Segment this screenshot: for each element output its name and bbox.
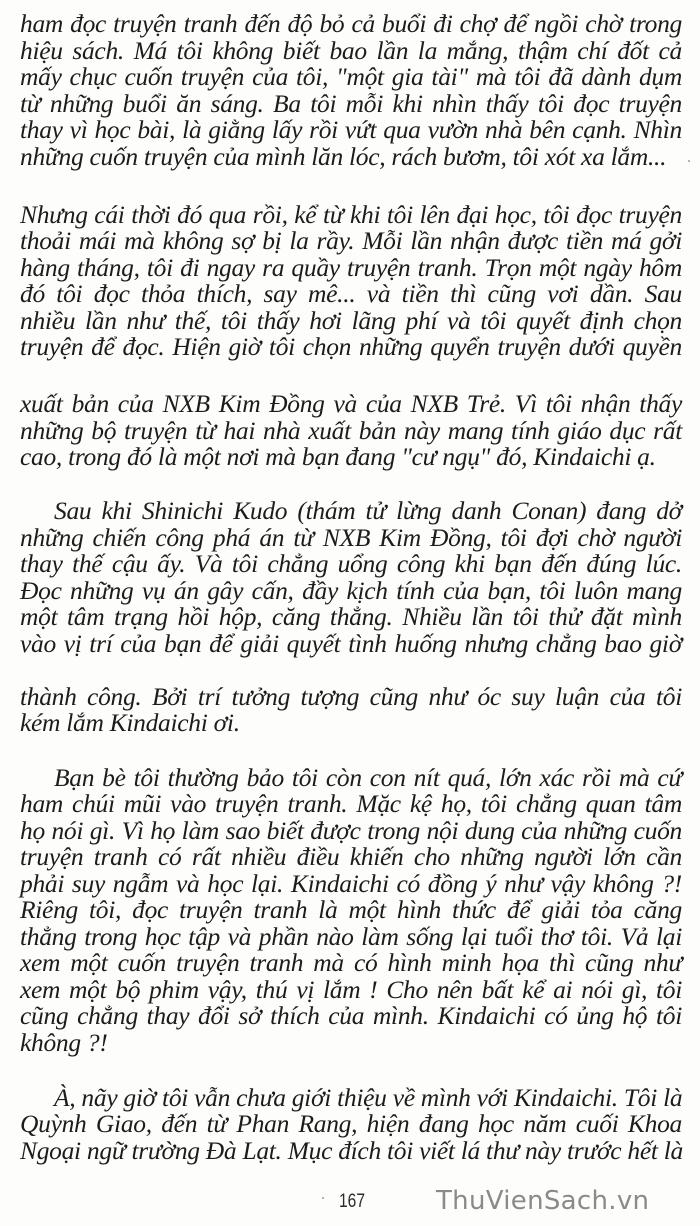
text-line: họ nói gì. Vì họ làm sao biết được trong nội dung của những cuốn (20, 816, 682, 845)
text-line: những cuốn truyện của mình lăn lóc, rách bươm, tôi xót xa lắm... (20, 142, 667, 171)
text-line: vào vị trí của bạn để giải quyết tình huống nhưng chẳng bao giờ (20, 629, 682, 658)
scan-speck (688, 160, 690, 162)
text-line: hàng tháng, tôi đi ngay ra quầy truyện tranh. Trọn một ngày hôm (20, 253, 682, 282)
text-line: xem một cuốn truyện tranh mà có hình minh họa thì cũng như (20, 948, 682, 977)
text-line: kém lắm Kindaichi ơi. (20, 708, 240, 737)
text-line: Bạn bè tôi thường bảo tôi còn con nít quá, lớn xác rồi mà cứ (54, 763, 682, 792)
text-line: nhiều lần như thế, tôi thấy hơi lãng phí và tôi quyết định chọn (20, 306, 682, 335)
text-line: Ngoại ngữ trường Đà Lạt. Mục đích tôi viết lá thư này trước hết là (20, 1136, 683, 1165)
text-line: hiệu sách. Má tôi không biết bao lần la mắng, thậm chí đốt cả (20, 36, 682, 65)
scan-speck (322, 1197, 324, 1199)
text-line: cao, trong đó là một nơi mà bạn đang "cư ngụ" đó, Kindaichi ạ. (20, 442, 656, 471)
text-line: truyện để đọc. Hiện giờ tôi chọn những quyển truyện dưới quyền (20, 332, 682, 361)
text-line: thay thế cậu ấy. Và tôi chẳng uổng công khi bạn đến đúng lúc. (20, 549, 682, 578)
text-line: một tâm trạng hồi hộp, căng thẳng. Nhiều lần tôi thử đặt mình (20, 602, 682, 631)
text-line: ham đọc truyện tranh đến độ bỏ cả buổi đi chợ để ngồi chờ trong (20, 9, 682, 38)
text-line: thoải mái mà không sợ bị la rầy. Mỗi lần nhận được tiền má gởi (20, 226, 682, 255)
text-line: Quỳnh Giao, đến từ Phan Rang, hiện đang học năm cuối Khoa (20, 1109, 682, 1138)
text-line: thay vì học bài, là giằng lấy rồi vứt qua vườn nhà bên cạnh. Nhìn (20, 115, 682, 144)
text-line: từ những buổi ăn sáng. Ba tôi mỗi khi nhìn thấy tôi đọc truyện (20, 89, 682, 118)
text-line: mấy chục cuốn truyện của tôi, "một gia tài" mà tôi đã dành dụm (20, 62, 682, 91)
text-line: Riêng tôi, đọc truyện tranh là một hình thức để giải tỏa căng (20, 895, 682, 924)
text-line: phải suy ngẫm và học lại. Kindaichi có đồng ý như vậy không ?! (20, 869, 682, 898)
text-line: xem một bộ phim vậy, thú vị lắm ! Cho nên bất kể ai nói gì, tôi (20, 975, 682, 1004)
text-line: không ?! (20, 1028, 108, 1057)
text-line: truyện tranh có rất nhiều điều khiến cho những người lớn cần (20, 842, 682, 871)
text-line: thẳng trong học tập và phần nào làm sống lại tuổi thơ tôi. Vả lại (20, 922, 682, 951)
text-line: thành công. Bởi trí tưởng tượng cũng như óc suy luận của tôi (20, 682, 682, 711)
text-line: cũng chẳng thay đổi sở thích của mình. Kindaichi có ủng hộ tôi (20, 1001, 682, 1030)
text-line: những bộ truyện từ hai nhà xuất bản này mang tính giáo dục rất (20, 416, 682, 445)
text-line: ham chúi mũi vào truyện tranh. Mặc kệ họ, tôi chẳng quan tâm (20, 789, 682, 818)
text-line: Sau khi Shinichi Kudo (thám tử lừng danh Conan) đang dở (54, 496, 682, 525)
text-line: Đọc những vụ án gây cấn, đầy kịch tính của bạn, tôi luôn mang (20, 576, 682, 605)
text-line: xuất bản của NXB Kim Đồng và của NXB Trẻ. Vì tôi nhận thấy (20, 389, 682, 418)
watermark-logo: ThuVienSach.vn (436, 1186, 650, 1216)
text-line: Nhưng cái thời đó qua rồi, kể từ khi tôi lên đại học, tôi đọc truyện (20, 200, 682, 229)
page-number: 167 (338, 1191, 365, 1212)
text-line: đó tôi đọc thỏa thích, say mê... và tiền thì cũng vơi dần. Sau (20, 279, 682, 308)
text-line: À, nãy giờ tôi vẫn chưa giới thiệu về mình với Kindaichi. Tôi là (54, 1083, 683, 1112)
text-line: những chiến công phá án từ NXB Kim Đồng, tôi đợi chờ người (20, 523, 682, 552)
